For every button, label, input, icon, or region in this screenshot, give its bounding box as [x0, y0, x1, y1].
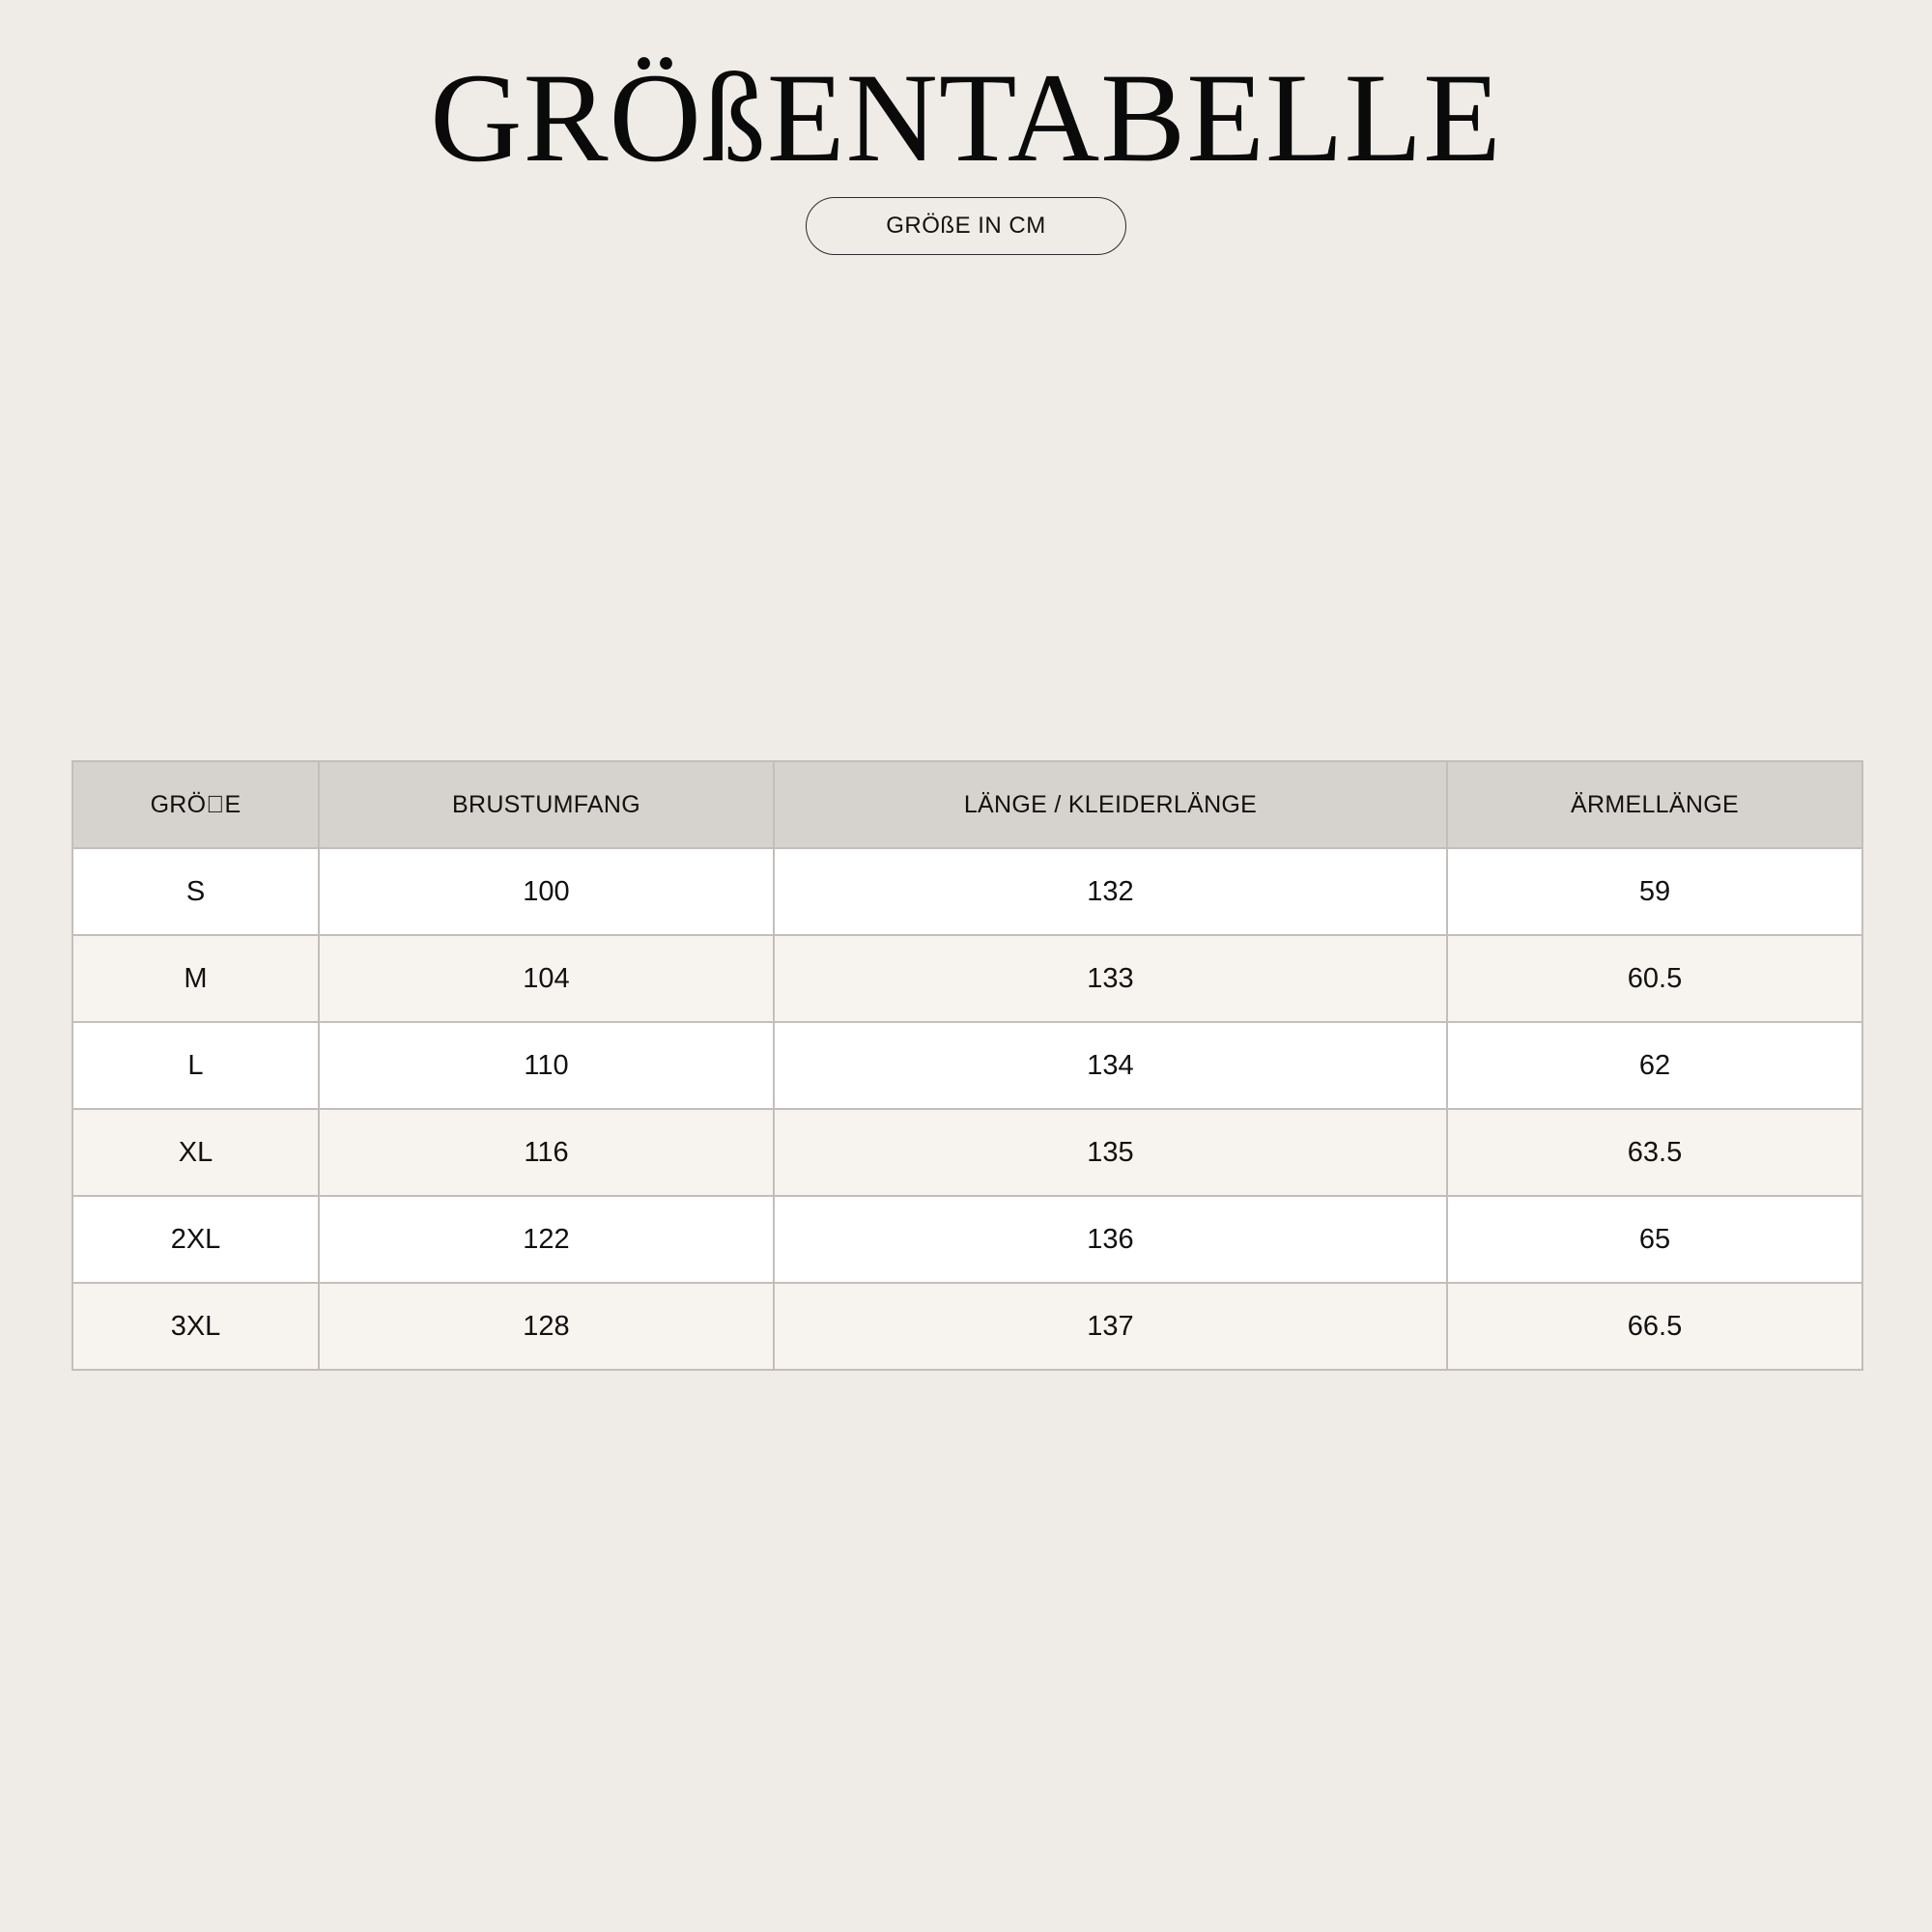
table-row [72, 1109, 1862, 1196]
cell-size: 3XL [72, 1283, 319, 1370]
table-row [72, 1022, 1862, 1109]
cell-sleeve: 60.5 [1447, 935, 1862, 1022]
cell-size: L [72, 1022, 319, 1109]
table-row [72, 1283, 1862, 1370]
cell-length: 134 [774, 1022, 1447, 1109]
size-table [71, 760, 1863, 1371]
cell-chest: 128 [319, 1283, 774, 1370]
cell-chest: 104 [319, 935, 774, 1022]
size-table-container [71, 760, 1861, 1371]
cell-sleeve: 63.5 [1447, 1109, 1862, 1196]
table-header-row [72, 761, 1862, 848]
header-sleeve: ÄRMELLÄNGE [1447, 761, 1862, 848]
header-length: LÄNGE / KLEIDERLÄNGE [774, 761, 1447, 848]
cell-chest: 110 [319, 1022, 774, 1109]
cell-chest: 116 [319, 1109, 774, 1196]
cell-length: 136 [774, 1196, 1447, 1283]
header-chest: BRUSTUMFANG [319, 761, 774, 848]
unit-badge: GRÖßE IN CM [806, 197, 1126, 255]
cell-sleeve: 62 [1447, 1022, 1862, 1109]
cell-sleeve: 66.5 [1447, 1283, 1862, 1370]
table-row [72, 848, 1862, 935]
page-title: GRÖßENTABELLE [430, 46, 1502, 188]
table-row [72, 935, 1862, 1022]
cell-length: 133 [774, 935, 1447, 1022]
cell-sleeve: 65 [1447, 1196, 1862, 1283]
cell-chest: 100 [319, 848, 774, 935]
cell-size: 2XL [72, 1196, 319, 1283]
cell-size: M [72, 935, 319, 1022]
cell-length: 135 [774, 1109, 1447, 1196]
cell-length: 132 [774, 848, 1447, 935]
cell-chest: 122 [319, 1196, 774, 1283]
table-row [72, 1196, 1862, 1283]
cell-size: S [72, 848, 319, 935]
cell-length: 137 [774, 1283, 1447, 1370]
cell-size: XL [72, 1109, 319, 1196]
cell-sleeve: 59 [1447, 848, 1862, 935]
header-size: GRÖ E [72, 761, 319, 848]
